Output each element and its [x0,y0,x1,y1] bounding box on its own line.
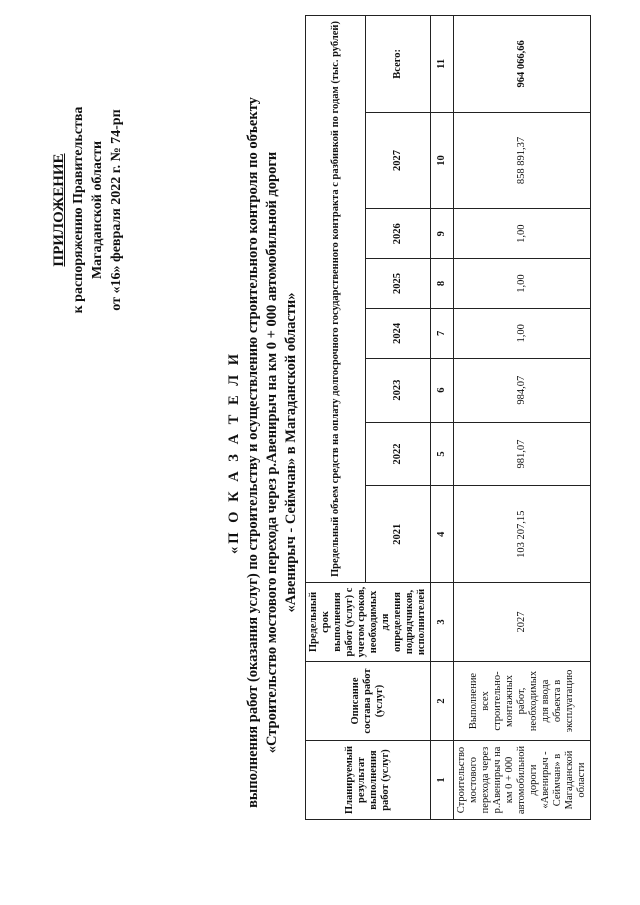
title-line-4: «Авенирыч - Сеймчан» в Магаданской области» [283,292,299,613]
title-line-2: выполнения работ (оказания услуг) по строительству и осуществлению строительного контроля по объекту [245,97,261,808]
total-header-cell: Всего: [366,16,431,113]
indicators-table [305,15,591,820]
appendix-line-1: к распоряжению Правительства [71,106,86,314]
appendix-line-3: от «16» февраля 2022 г. № 74-рп [109,109,124,311]
value-cell: 858 891,37 [454,112,591,209]
header-funding-group: Предельный объем средств на оплату долгосрочного государственного контракта с разбивкой по годам (тыс. рублей) [306,16,366,583]
result-cell: Строительство мостового перехода через р.Авенирыч на км 0 + 000 автомобильной дороги «Авенирыч - Сеймчан» в Магаданской области [454,741,591,820]
title-line-3: «Строительство мостового перехода через р.Авенирыч на км 0 + 000 автомобильной дороги [264,151,280,754]
value-cell: 1,00 [454,259,591,309]
header-result: Планируемый результат выполнения работ (услуг) [306,741,431,820]
year-cell: 2027 [366,112,431,209]
value-cell: 1,00 [454,308,591,358]
header-deadline: Предельный срок выполнения работ (услуг) с учетом сроков, необходимых для определения подрядчиков, исполнителей [306,583,431,662]
description-cell: Выполнение всех строительно-монтажных работ, необходимых для ввода объекта в эксплуатацию [454,662,591,741]
year-cell: 2021 [366,486,431,583]
year-cell: 2022 [366,422,431,486]
col-number: 8 [431,259,454,309]
table-row [454,16,591,820]
table-numbers-row [431,16,454,820]
year-cell: 2026 [366,209,431,259]
value-cell: 984,07 [454,358,591,422]
col-number: 7 [431,308,454,358]
value-cell: 103 207,15 [454,486,591,583]
year-cell: 2023 [366,358,431,422]
title-line-1: «П О К А З А Т Е Л И [226,351,242,554]
col-number: 1 [431,741,454,820]
header-description: Описание состава работ (услуг) [306,662,431,741]
year-cell: 2025 [366,259,431,309]
appendix-block [50,45,126,375]
value-cell: 1,00 [454,209,591,259]
appendix-line-2: Магаданской области [90,140,105,280]
document-title [225,0,301,905]
col-number: 2 [431,662,454,741]
col-number: 6 [431,358,454,422]
col-number: 5 [431,422,454,486]
col-number: 9 [431,209,454,259]
col-number: 10 [431,112,454,209]
col-number: 4 [431,486,454,583]
col-number: 11 [431,16,454,113]
appendix-heading: ПРИЛОЖЕНИЕ [51,153,67,267]
total-value-cell: 964 066,66 [454,16,591,113]
year-cell: 2024 [366,308,431,358]
deadline-cell: 2027 [454,583,591,662]
col-number: 3 [431,583,454,662]
value-cell: 981,07 [454,422,591,486]
table-header-row [306,16,366,820]
